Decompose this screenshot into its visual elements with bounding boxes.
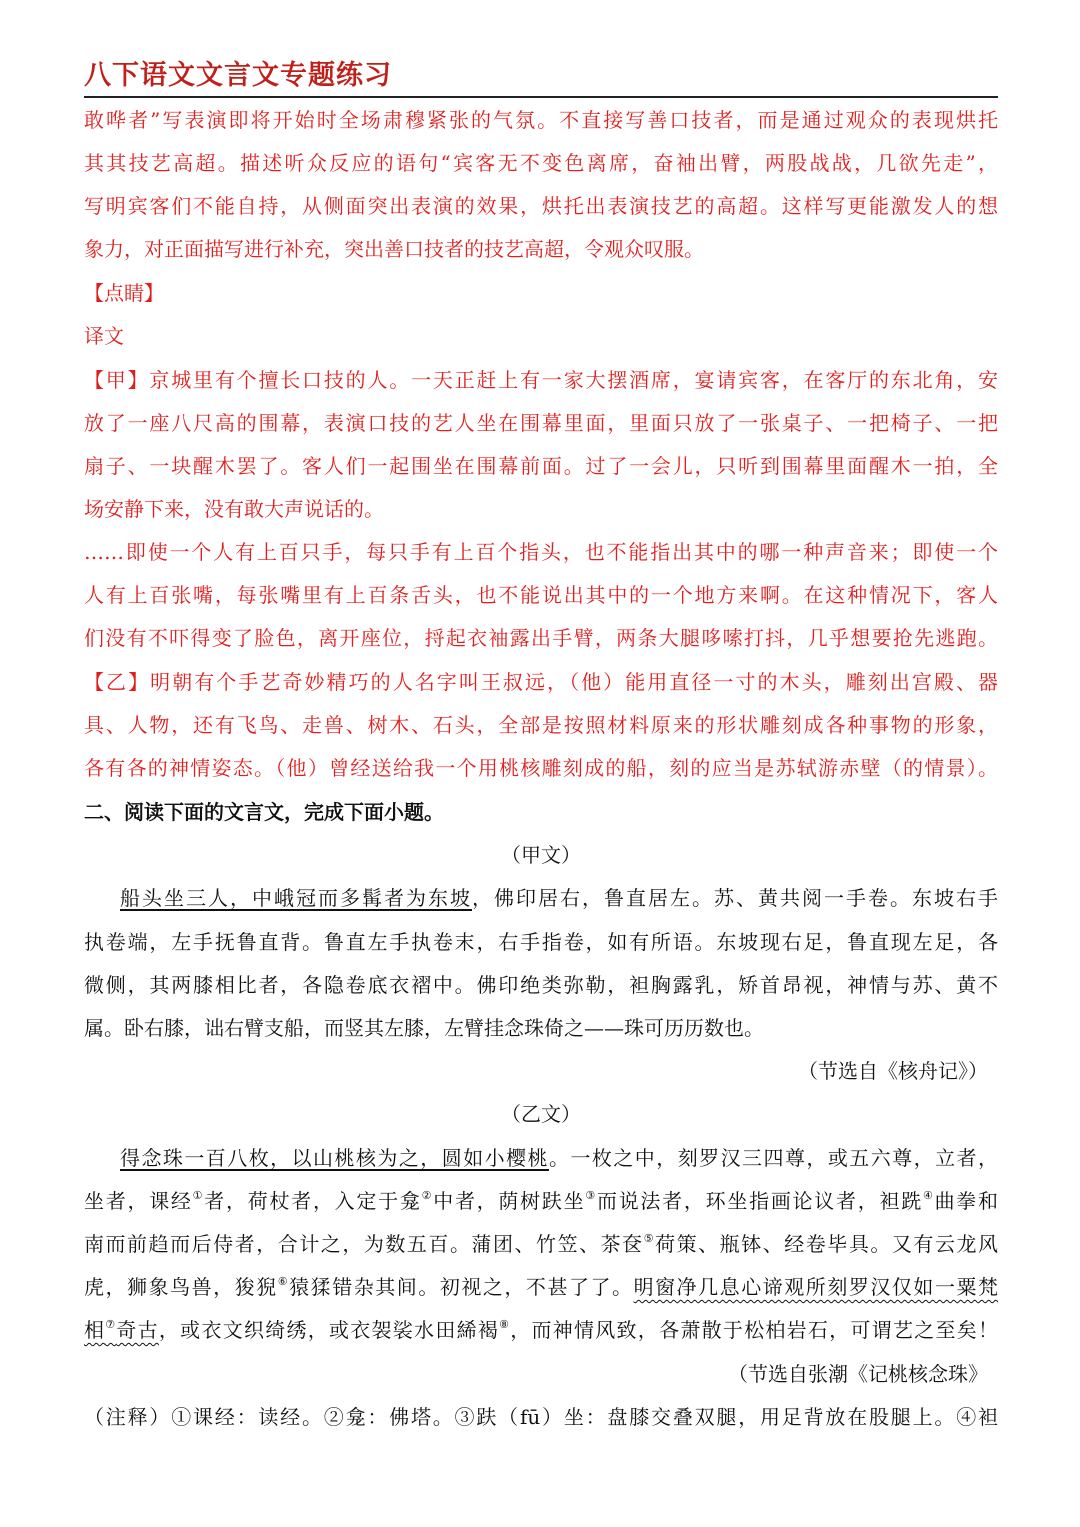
question-heading: 二、阅读下面的文言文，完成下面小题。 (84, 800, 444, 824)
passage-jia-line: 属。卧右膝，诎右臂支船，而竖其左膝，左臂挂念珠倚之——珠可历历数也。 (84, 1016, 764, 1040)
translation-yi-line: 具、人物，还有飞鸟、走兽、树木、石头，全部是按照材料原来的形状雕刻成各种事物的形象， (84, 713, 998, 737)
passage-jia-title: （甲文） (501, 843, 581, 867)
passage-jia-line: 执卷端，左手抚鲁直背。鲁直左手执卷末，右手指卷，如有所语。东坡现右足，鲁直现左足，各 (84, 930, 998, 954)
answer-line: 其其技艺高超。描述听众反应的语句“宾客无不变色离席，奋袖出臂，两股战战，几欲先走”， (84, 151, 998, 175)
footnote-marker: ② (421, 1189, 434, 1202)
yi-label: 【乙】 (84, 670, 151, 694)
passage-yi-line: 南而前趋而后侍者，合计之，为数五百。蒲团、竹笠、茶奁⑤荷策、瓶钵、经卷毕具。又有云龙风 (84, 1232, 998, 1256)
footnote-marker: ④ (922, 1189, 935, 1202)
jia-label: 【甲】 (84, 368, 150, 392)
translation-jia-line: ……即使一个人有上百只手，每只手有上百个指头，也不能指出其中的哪一种声音来；即使一个 (84, 540, 998, 564)
translation-jia-line: 场安静下来，没有敢大声说话的。 (84, 497, 384, 521)
footnote-marker: ⑥ (277, 1275, 290, 1288)
answer-line: 写明宾客们不能自持，从侧面突出表演的效果，烘托出表演技艺的高超。这样写更能激发人的想 (84, 194, 998, 218)
translation-yi-line: 【乙】明朝有个手艺奇妙精巧的人名字叫王叔远，（他）能用直径一寸的木头，雕刻出宫殿、器 (84, 670, 999, 694)
footnote-marker: ⑦ (105, 1318, 117, 1331)
translation-yi-line: 各有各的神情姿态。（他）曾经送给我一个用桃核雕刻成的船，刻的应当是苏轼游赤壁（的情景）。 (84, 756, 998, 780)
translation-jia-line: 们没有不吓得变了脸色，离开座位，捋起衣袖露出手臂，两条大腿哆嗦打抖，几乎想要抢先逃跑。 (84, 626, 998, 650)
annotation-notes: （注释）①课经：读经。②龛：佛塔。③趺（fū）坐：盘膝交叠双腿，用足背放在股腿上。④袒 (84, 1405, 998, 1429)
passage-yi-line: 得念珠一百八枚，以山桃核为之，圆如小樱桃。一枚之中，刻罗汉三四尊，或五六尊，立者， (120, 1146, 998, 1170)
translation-jia-line: 扇子、一块醒木罢了。客人们一起围坐在围幕前面。过了一会儿，只听到围幕里面醒木一拍，全 (84, 454, 998, 478)
yiwen-label: 译文 (84, 324, 124, 348)
answer-line: 敢哗者”写表演即将开始时全场肃穆紧张的气氛。不直接写善口技者，而是通过观众的表现烘托 (84, 108, 998, 132)
passage-yi-line: 相⑦奇古，或衣文织绮绣，或衣袈裟水田絺褐⑧，而神情风致，各萧散于松柏岩石，可谓艺之至矣！ (84, 1318, 998, 1342)
page-title: 八下语文文言文专题练习 (84, 60, 392, 91)
translation-jia-line: 放了一座八尺高的围幕，表演口技的艺人坐在围幕里面，里面只放了一张桌子、一把椅子、一把 (84, 411, 998, 435)
passage-yi-title: （乙文） (501, 1102, 581, 1126)
footnote-marker: ① (192, 1189, 205, 1202)
wavy-underlined-sentence: 相⑦奇古 (84, 1318, 159, 1342)
passage-yi-source: （节选自张潮《记桃核念珠》 (728, 1362, 988, 1386)
dianjing-label: 【点睛】 (84, 281, 164, 305)
translation-jia-line: 人有上百张嘴，每张嘴里有上百条舌头，也不能说出其中的一个地方来啊。在这种情况下，客人 (84, 583, 998, 607)
passage-jia-source: （节选自《核舟记》） (798, 1059, 988, 1083)
passage-jia-line: 船头坐三人，中峨冠而多髯者为东坡，佛印居右，鲁直居左。苏、黄共阅一手卷。东坡右手 (120, 886, 998, 910)
underlined-sentence: 船头坐三人，中峨冠而多髯者为东坡 (120, 886, 472, 910)
wavy-underlined-sentence: 明窗净几息心谛观所刻罗汉仅如一粟梵 (633, 1275, 999, 1299)
footnote-marker: ③ (585, 1189, 597, 1202)
header-divider (84, 96, 998, 98)
passage-jia-line: 微侧，其两膝相比者，各隐卷底衣褶中。佛印绝类弥勒，袒胸露乳，矫首昂视，神情与苏、黄不 (84, 973, 998, 997)
underlined-sentence: 得念珠一百八枚，以山桃核为之，圆如小樱桃 (120, 1146, 549, 1170)
answer-line: 象力，对正面描写进行补充，突出善口技者的技艺高超，令观众叹服。 (84, 237, 704, 261)
passage-yi-line: 坐者，课经①者，荷杖者，入定于龛②中者，荫树趺坐③而说法者，环坐指画论议者，袒跣④曲拳和 (84, 1189, 999, 1213)
translation-jia-line: 【甲】京城里有个擅长口技的人。一天正赶上有一家大摆酒席，宴请宾客，在客厅的东北角，安 (84, 368, 999, 392)
footnote-marker: ⑧ (499, 1318, 511, 1331)
footnote-marker: ⑤ (643, 1232, 656, 1245)
passage-yi-line: 虎，狮象鸟兽，狻猊⑥猿猱错杂其间。初视之，不甚了了。明窗净几息心谛观所刻罗汉仅如一粟梵 (84, 1275, 999, 1299)
